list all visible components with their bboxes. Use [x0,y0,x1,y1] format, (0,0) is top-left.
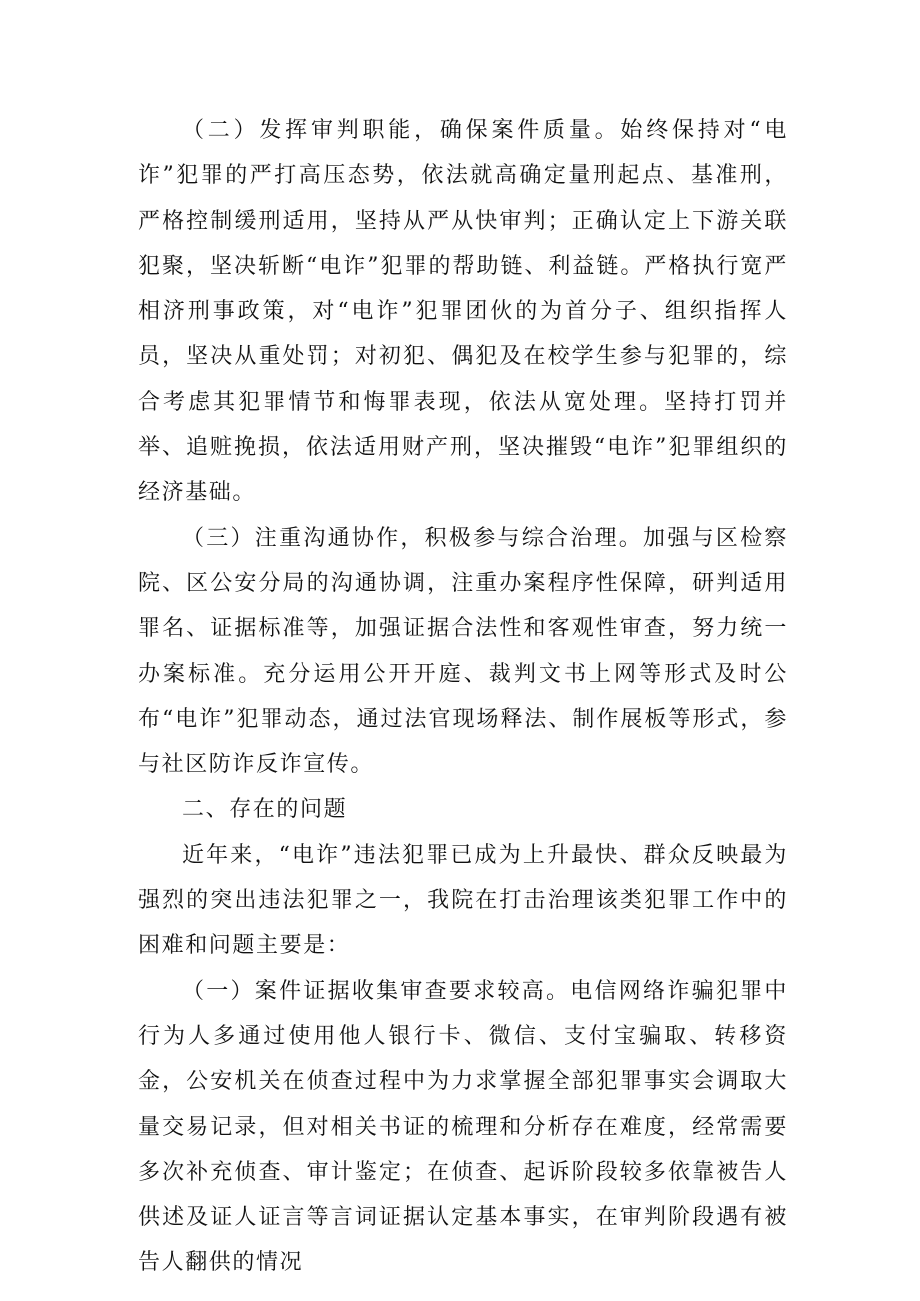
document-body [138,108,788,1286]
section-heading-problems: 二、存在的问题 [182,797,348,823]
paragraph-problem-1: （一）案件证据收集审查要求较高。电信网络诈骗犯罪中行为人多通过使用他人银行卡、微信、支付宝骗取、转移资金，公安机关在侦查过程中为力求掌握全部犯罪事实会调取大量交易记录，但对相关书证的梳理和分析存在难度，经常需要多次补充侦查、审计鉴定；在侦查、起诉阶段较多依靠被告人供述及证人证言等言词证据认定基本事实，在审判阶段遇有被告人翻供的情况 [138,978,788,1276]
paragraph-problems-intro: 近年来，“电诈”违法犯罪已成为上升最快、群众反映最为强烈的突出违法犯罪之一，我院在打击治理该类犯罪工作中的困难和问题主要是： [138,842,788,959]
paragraph-section-2: （二）发挥审判职能，确保案件质量。始终保持对“电诈”犯罪的严打高压态势，依法就高确定量刑起点、基准刑，严格控制缓刑适用，坚持从严从快审判；正确认定上下游关联犯聚，坚决斩断“电诈”犯罪的帮助链、利益链。严格执行宽严相济刑事政策，对“电诈”犯罪团伙的为首分子、组织指挥人员，坚决从重处罚；对初犯、偶犯及在校学生参与犯罪的，综合考虑其犯罪情节和悔罪表现，依法从宽处理。坚持打罚并举、追赃挽损，依法适用财产刑，坚决摧毁“电诈”犯罪组织的经济基础。 [138,118,788,506]
paragraph-section-3: （三）注重沟通协作，积极参与综合治理。加强与区检察院、区公安分局的沟通协调，注重办案程序性保障，研判适用罪名、证据标准等，加强证据合法性和客观性审查，努力统一办案标准。充分运用公开开庭、裁判文书上网等形式及时公布“电诈”犯罪动态，通过法官现场释法、制作展板等形式，参与社区防诈反诈宣传。 [138,525,788,778]
